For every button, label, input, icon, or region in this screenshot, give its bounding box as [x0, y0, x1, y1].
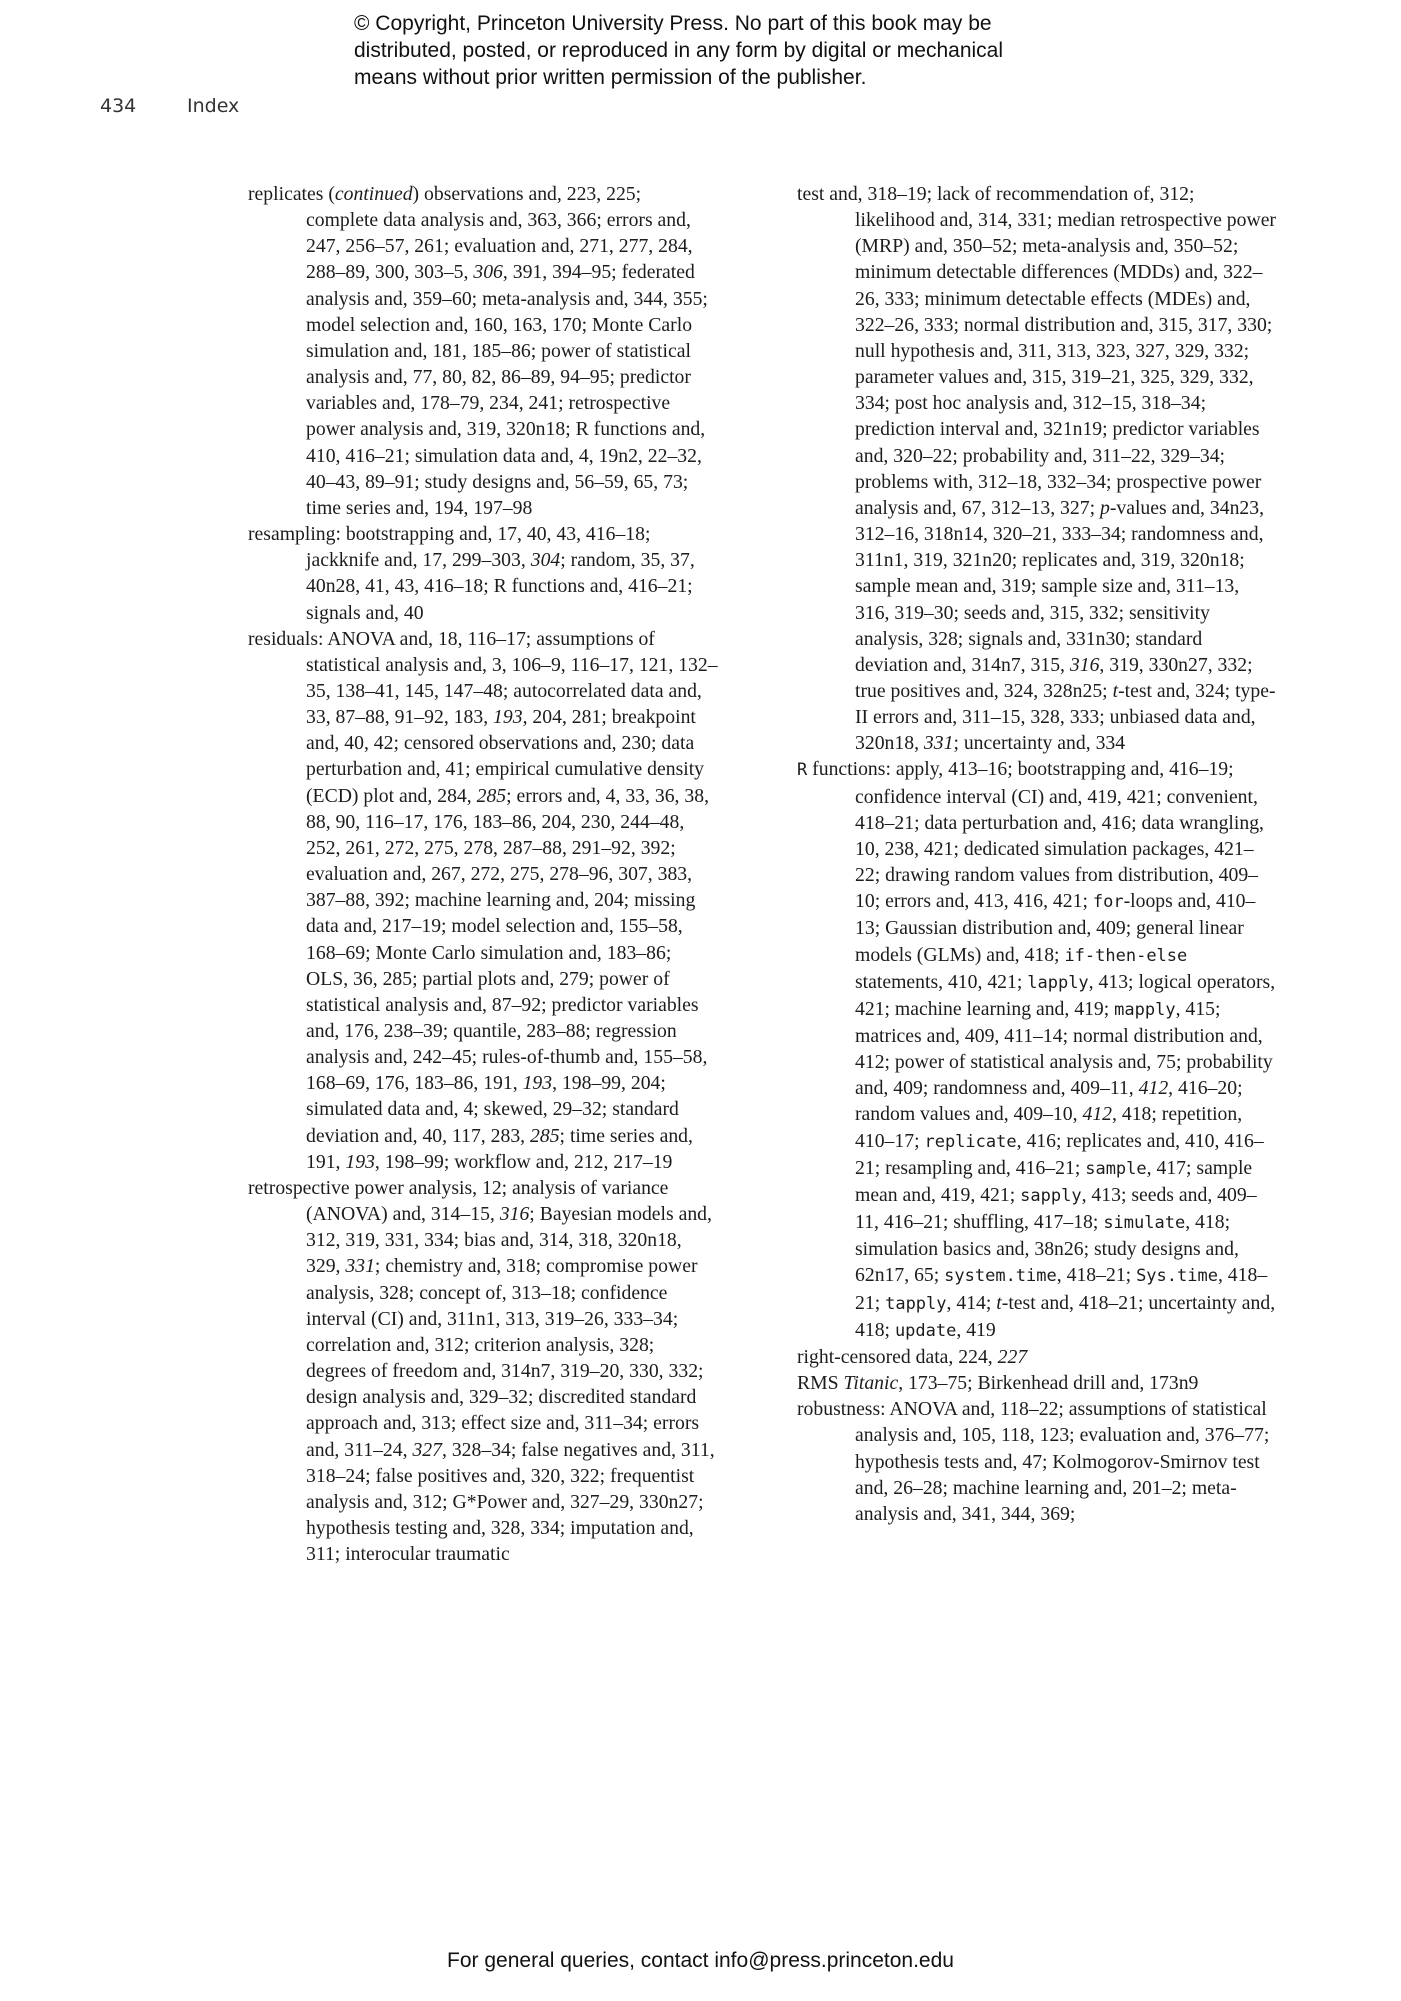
entry-text: 418–21; uncertainty and, 418; [855, 1291, 1276, 1341]
entry-text: 416–21; [1015, 1156, 1086, 1179]
entry-text: -test and, 324; type-II [855, 679, 1276, 729]
entry-text: Sys.time [1136, 1266, 1218, 1287]
entry-text: 321n19; predictor variables and, 320–22; [855, 418, 1260, 467]
entry-text: simulation basics and, 38n26; study designs [855, 1238, 1201, 1261]
entry-text: statistical analysis and, 3, 106–9, 116–17, [306, 653, 634, 676]
entry-text: , [552, 1072, 558, 1095]
entry-text: , 391, 394–95; [502, 261, 617, 284]
entry-text: approach and, 313; effect size and, 311–34; [306, 1412, 649, 1435]
entry-text: 312; G*Power and, 327–29, 330n27; [412, 1490, 704, 1513]
entry-text: 333–34; randomness and, 311n1, 319, [855, 523, 1264, 572]
entry-text: retrospective power analysis and, 319, [306, 392, 671, 441]
copyright-line: © Copyright, Princeton University Press. No part of this book may be [354, 12, 992, 35]
entry-text: -test and, [1001, 1291, 1074, 1314]
index-column-left [248, 181, 718, 1567]
entry-text: sample mean and, 319; sample size and, [855, 575, 1171, 598]
entry-text: distribution and, 315, 317, 330; null [855, 313, 1273, 362]
entry-text: errors and, 311–15, 328, 333; unbiased [873, 706, 1180, 729]
entry-text: ; [374, 1255, 381, 1278]
entry-text: 419, 421; [940, 1183, 1021, 1206]
entry-text: 89–91; study designs and, 56–59, 65, 73; [365, 470, 689, 493]
index-entry-right-censored-data [797, 1344, 1277, 1370]
index-entry-retrospective-power-analysis-cont [797, 181, 1277, 756]
entry-text: , 418; [1112, 1103, 1157, 1126]
entry-text: hypothesis and, 311, 313, 323, 327, 329, [890, 339, 1210, 362]
entry-text: analysis and, 77, 80, 82, 86–89, 94–95; [306, 366, 615, 389]
entry-text: time series and, 194, 197–98 [306, 496, 533, 519]
page-number: 434 [100, 95, 137, 117]
entry-text: chemistry and, 318; compromise power [385, 1255, 698, 1278]
entry-text: and, 324, 328n25; [965, 679, 1113, 702]
entry-text: tapply [885, 1293, 947, 1314]
entry-text: 288–89, 300, 303–5, [306, 261, 474, 284]
entry-text: normal distribution and, 412; power of [855, 1025, 1263, 1074]
entry-text: 312–15, 318–34; prediction interval and, [855, 392, 1207, 441]
entry-text: 331n30; standard deviation and, 314n7, [855, 627, 1203, 676]
entry-text: 311–13, 316, 319–30; seeds and, 315, 332; [855, 575, 1240, 624]
entry-text: , 328–34; false [441, 1438, 559, 1461]
entry-text: and, 314n7, 319–20, 330, 332; design [306, 1360, 704, 1409]
entry-text: censored observations and, 230; data [403, 732, 695, 755]
entry-text: retrospective power (MRP) and, 350–52; [855, 209, 1276, 258]
entry-text: if-then-else [1064, 945, 1188, 966]
entry-text: and, 416–21; signals and, 40 [306, 575, 693, 624]
entry-text: and, 416; data wrangling, 10, 238, 421; [855, 811, 1264, 860]
entry-text: , 413; logical [1088, 970, 1193, 993]
entry-text: 327 [412, 1438, 442, 1461]
index-entry-robustness [797, 1396, 1277, 1527]
entry-text: statistical analysis and, 75; probability and, [855, 1051, 1273, 1100]
entry-text: 421; convenient, 418–21; data perturbation [855, 785, 1258, 834]
entry-text: residuals: ANOVA and, 18, 116–17; assumptions of [248, 627, 655, 650]
entry-text: analysis and, 363, 366; errors and, 247, [306, 209, 691, 258]
entry-text: with, 312–18, 332–34; prospective power [933, 470, 1262, 493]
entry-text: Bayesian models and, 312, 319, 331, 334; [306, 1203, 712, 1252]
entry-text: 35, 37, 40n28, 41, 43, 416–18; R functions [306, 549, 695, 598]
entry-text: analysis and, 329–32; discredited standard [362, 1386, 697, 1409]
entry-text: and, 155–58, 168–69; Monte Carlo [306, 915, 683, 964]
entry-text: 193 [522, 1072, 553, 1095]
copyright-notice [354, 10, 1114, 91]
entry-text: ; uncertainty and, [953, 732, 1091, 755]
running-head: Index [187, 95, 240, 117]
entry-text: 325, 329, 332, 334; post hoc analysis and, [855, 366, 1254, 415]
entry-text: operators, 421; machine learning and, 419; [855, 970, 1276, 1020]
index-column-right [797, 181, 1277, 1527]
entry-text: 409; randomness and, 409–11, [893, 1077, 1139, 1100]
entry-text: , 413; seeds and, 409–11, [855, 1183, 1257, 1234]
entry-text: jackknife and, 17, 299–303, [306, 549, 531, 572]
entry-text: 193 [345, 1150, 375, 1173]
entry-text: 320n18; R functions and, 410, 416–21; [306, 418, 706, 467]
entry-text: statements, 410, 421; [855, 970, 1028, 993]
entry-text: predictor variables and, 178–79, 234, 241; [306, 366, 691, 415]
entry-text: mapply [1114, 999, 1176, 1020]
index-entry-resampling [248, 521, 718, 626]
entry-text: 285 [476, 784, 507, 807]
entry-text: ; time series and, 191, [306, 1124, 693, 1173]
entry-text: , 204, 281; breakpoint and, 40, 42; [306, 706, 696, 755]
entry-text: statistical analysis and, 105, 118, 123; [855, 1398, 1267, 1447]
entry-text: 193 [493, 706, 523, 729]
entry-text: criterion analysis, 328; degrees of freedom [306, 1333, 655, 1383]
entry-text: and, 320, 322; frequentist analysis and, [306, 1464, 695, 1513]
entry-text: robustness: ANOVA and, 118–22; assumptions of [797, 1398, 1188, 1421]
copyright-line: distributed, posted, or reproduced in any form by digital or mechanical [354, 39, 1004, 62]
index-entry-rms-titanic [797, 1370, 1277, 1396]
copyright-line: means without prior written permission of the publisher. [354, 66, 867, 89]
entry-text: replicate [924, 1131, 1017, 1152]
entry-text: and, 181, 185–86; power of statistical [394, 339, 691, 362]
entry-text: t [1112, 679, 1119, 702]
entry-text: 304 [530, 549, 561, 572]
entry-text: observations and, 223, 225; complete data [306, 183, 642, 232]
entry-text: distribution and, 409; general linear models [855, 917, 1244, 966]
entry-text: ) [412, 183, 420, 205]
entry-text: 26–28; machine learning and, 201–2; [893, 1476, 1187, 1499]
entry-text: 315, [1030, 653, 1070, 676]
entry-text: simulation and, 183–86; OLS, 36, 285; [306, 941, 672, 990]
entry-text: lapply [1027, 972, 1089, 993]
entry-text: , 173–75; Birkenhead drill and, 173n9 [898, 1372, 1199, 1395]
entry-text: analysis and, 242–45; rules-of-thumb and, [306, 1046, 639, 1069]
entry-text: resampling: bootstrapping and, 17, 40, 43, 416–18; [248, 523, 651, 546]
entry-text: workflow and, 212, 217–19 [454, 1150, 673, 1173]
entry-text: ; errors [506, 784, 563, 807]
entry-text: analysis and, 67, 312–13, 327; [855, 496, 1100, 519]
entry-text: autocorrelated data and, 33, 87–88, 91–92, [306, 679, 702, 729]
index-entry-residuals [248, 626, 718, 1175]
entry-text: 332; parameter values and, 315, 319–21, [855, 339, 1250, 389]
entry-text: continued [334, 183, 413, 205]
entry-text: right-censored data, 224, [797, 1345, 998, 1368]
entry-text: , 418–21; [1056, 1264, 1132, 1287]
entry-text: detectable differences (MDDs) and, [936, 261, 1219, 284]
entry-text: 319–26, 333–34; correlation and, 312; [306, 1307, 679, 1356]
entry-text: ; random, [560, 549, 636, 572]
entry-text: , 319, 330n27, 332; true positives [855, 653, 1253, 702]
entry-text: 331 [345, 1255, 375, 1278]
entry-text: 275, 278, 287–88, 291–92, 392; evaluation [306, 836, 676, 886]
entry-text: 183, [453, 706, 494, 729]
entry-text: 331 [923, 732, 954, 755]
entry-text: federated analysis and, 359–60; [306, 261, 695, 310]
entry-text: 176, 238–39; quantile, 283–88; regression [344, 1020, 677, 1042]
entry-text: 227 [997, 1345, 1028, 1368]
entry-text: , 417; sample mean and, [855, 1156, 1253, 1206]
entry-text: probability and, 311–22, 329–34; problems [855, 444, 1226, 493]
entry-text: missing data and, 217–19; model selection [306, 889, 696, 938]
entry-text: and, 4, 33, 36, 38, 88, 90, 116–17, 176, [306, 784, 710, 833]
entry-text: 322–26, 333; minimum detectable effects [855, 261, 1263, 310]
entry-text: 419 [966, 1318, 996, 1341]
entry-text: repetition, 410–17; [855, 1103, 1243, 1152]
entry-text: retrospective power analysis, 12; analysis of [248, 1176, 597, 1199]
entry-text: simulate [1103, 1213, 1186, 1234]
entry-text: analysis, 328; concept of, 313–18; [306, 1281, 577, 1304]
entry-text: meta-analysis and, 341, 344, 369; [855, 1476, 1237, 1525]
entry-text: 29–32; standard deviation and, 40, 117, 283, [306, 1098, 679, 1147]
entry-text: and, 47; Kolmogorov-Smirnov test and, [855, 1450, 1260, 1499]
entry-text: random values and, 409–10, [855, 1103, 1083, 1126]
entry-text: -values [1109, 496, 1167, 519]
entry-text: imputation and, 311; interocular traumatic [306, 1516, 694, 1566]
entry-text: , 198–99; [374, 1150, 450, 1173]
entry-text: (MDEs) and, 322–26, 333; normal [855, 287, 1251, 336]
entry-text: 412 [1138, 1077, 1169, 1100]
entry-text: t [996, 1291, 1002, 1314]
entry-text: 416–21; shuffling, 417–18; [883, 1211, 1104, 1234]
entry-text: , 416; [1016, 1129, 1062, 1152]
entry-text: meta-analysis and, 350–52; minimum [855, 235, 1239, 284]
index-entry-retrospective-power-analysis [248, 1175, 718, 1567]
entry-text: ; [529, 1203, 535, 1226]
entry-text: sample [1085, 1158, 1147, 1179]
entry-text: 198–99, 204; simulated data and, 4; skewed, [306, 1072, 666, 1121]
entry-text: and, 34n23, 312–16, 318n14, 320–21, [855, 496, 1265, 546]
entry-text: 256–57, 261; evaluation and, 271, 277, 284, [345, 235, 693, 258]
entry-text: variance (ANOVA) and, 314–15, [306, 1176, 669, 1226]
index-entry-replicates [248, 181, 718, 521]
entry-text: for [1092, 892, 1124, 913]
footer-contact: For general queries, contact info@press.princeton.edu [447, 1949, 954, 1972]
entry-text: 121, 132–35, 138–41, 145, 147–48; [306, 653, 718, 702]
entry-text: test and, 318–19; lack of recommendation [797, 183, 1129, 205]
entry-text: R [797, 760, 808, 781]
entry-text: system.time [944, 1266, 1057, 1287]
entry-text: data and, 320n18, [855, 706, 1256, 755]
entry-text: 183–86, 204, 230, 244–48, 252, 261, 272, [306, 810, 685, 859]
entry-text: errors and, 311–24, [306, 1412, 700, 1461]
entry-text: hypothesis testing and, 328, 334; [306, 1516, 566, 1539]
entry-text: replicates and, 410, 416–21; resampling and, [855, 1129, 1264, 1179]
entry-text: , [956, 1318, 962, 1341]
entry-text: functions: apply, 413–16; bootstrapping and, [807, 758, 1165, 781]
entry-text: 334 [1095, 732, 1126, 755]
entry-text: 306 [473, 261, 503, 284]
entry-text: 387–88, 392; machine learning and, 204; [306, 889, 630, 912]
entry-text: sapply [1020, 1185, 1082, 1206]
entry-text: dedicated simulation packages, 421–22; [855, 837, 1254, 887]
index-entry-r-functions [797, 756, 1277, 1343]
entry-text: of, 312; likelihood and, 314, 331; median [855, 183, 1195, 232]
entry-text: bias and, 314, 318, 320n18, 329, [306, 1229, 682, 1278]
entry-text: replicates ( [248, 183, 335, 205]
entry-text: sensitivity analysis, 328; signals and, [855, 601, 1210, 650]
entry-text: 409–10; errors and, 413, 416, 421; [855, 864, 1259, 913]
entry-text: update [894, 1320, 957, 1341]
entry-text: , 415; matrices and, 409, 411–14; [855, 997, 1221, 1047]
entry-text: evaluation and, 376–77; hypothesis tests [855, 1424, 1270, 1473]
entry-text: , 416–20; [1168, 1077, 1243, 1100]
entry-text: p [1099, 496, 1110, 519]
entry-text: 416–19; confidence interval (CI) and, 419, [855, 758, 1234, 808]
entry-text: -loops and, 410–13; Gaussian [855, 890, 1256, 940]
entry-text: 412 [1082, 1103, 1112, 1126]
entry-text: 321n20; replicates and, 319, 320n18; [952, 549, 1245, 572]
entry-text: 285 [530, 1124, 560, 1147]
entry-text: confidence interval (CI) and, 311n1, 313, [306, 1281, 668, 1330]
entry-text: 316 [1069, 653, 1100, 676]
entry-text: , 418; [1185, 1211, 1231, 1234]
entry-text: and, 62n17, 65; [855, 1238, 1239, 1287]
entry-text: RMS [797, 1372, 844, 1395]
entry-text: partial plots and, 279; power of statistical [306, 967, 670, 1016]
entry-text: (GLMs) and, 418; [916, 943, 1065, 966]
entry-text: drawing random values from distribution, [885, 864, 1214, 887]
entry-text: simulation data and, 4, 19n2, 22–32, 40–43, [306, 444, 702, 493]
entry-text: negatives and, 311, 318–24; false positives [306, 1438, 715, 1487]
entry-text: Titanic [843, 1372, 899, 1395]
entry-text: meta-analysis and, 344, 355; model selection [306, 287, 708, 336]
entry-text: 155–58, 168–69, 176, 183–86, 191, [306, 1046, 708, 1095]
entry-text: 316 [499, 1203, 530, 1226]
entry-text: perturbation and, 41; empirical cumulative [306, 758, 643, 781]
entry-text: and, 267, 272, 275, 278–96, 307, 383, [392, 863, 693, 886]
entry-text: and, 160, 163, 170; Monte Carlo simulation [306, 313, 693, 362]
entry-text: analysis and, 87–92; predictor variables and, [306, 993, 699, 1042]
entry-text: density (ECD) plot and, 284, [306, 758, 705, 807]
entry-text: , 414; [946, 1291, 997, 1314]
entry-text: , 418–21; [855, 1264, 1268, 1314]
